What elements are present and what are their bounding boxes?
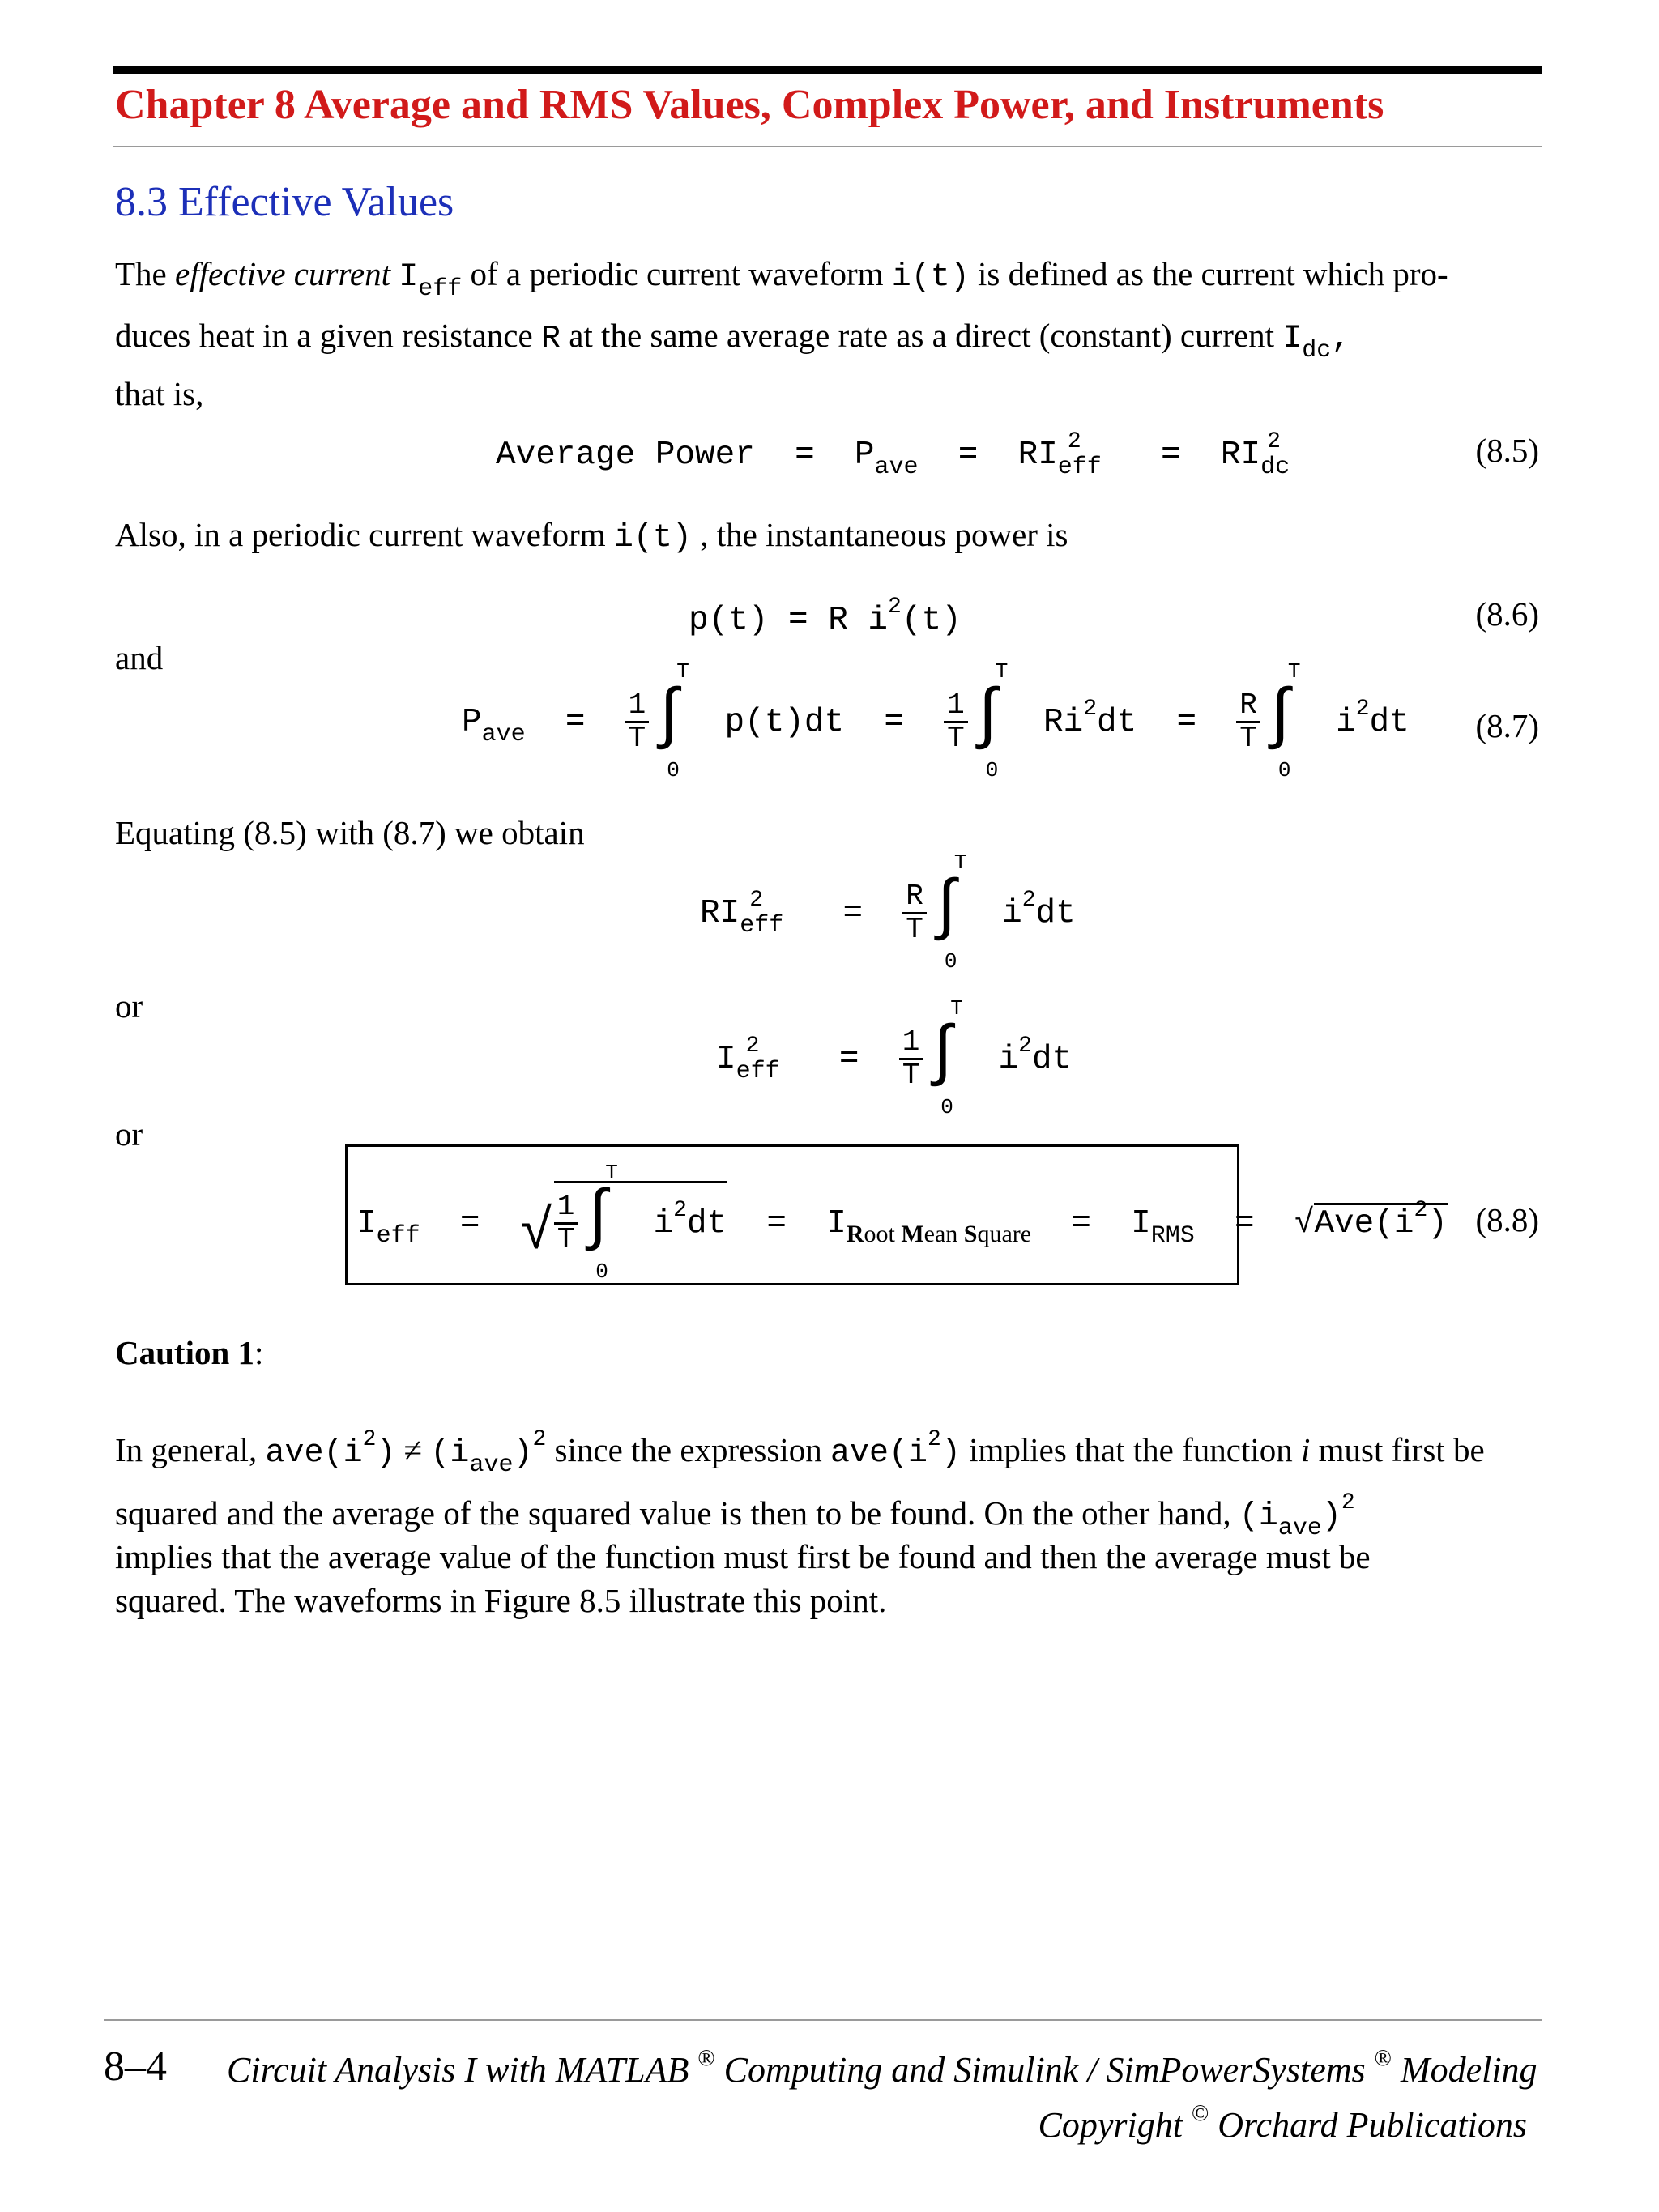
equation-8-8: $I_{eff}$ = √ $\frac{1}{T}$ ∫ T 0 $i^2dt = I_{Root Mean Square} = I_{RMS} = √Ave(i^2)$ [356,1161,1448,1284]
integral-sign: ∫ T 0 [1260,659,1301,782]
book-title: Circuit Analysis I with MATLAB ® Computing and Simulink / SimPowerSystems ® Modeling [227,2046,1537,2090]
paragraph-line: squared. The waveforms in Figure 8.5 illustrate this point. [115,1582,887,1619]
equation-number: (8.6) [1475,595,1539,633]
caution-heading: Caution 1: [115,1334,264,1371]
integral-sign: ∫ T 0 [967,659,1009,782]
paragraph-line: implies that the average value of the function must first be found and then the average must be [115,1538,1371,1575]
equation-unnumbered: $RI_{eff}^2$ = $\frac{R}{T}$ ∫ T 0 $i^2dt$ [700,850,1076,974]
paragraph-line [115,305,1350,381]
equation-number: (8.8) [1475,1201,1539,1238]
integral-sign: ∫ T 0 [926,850,967,974]
equation-8-5: Average Power = $P_{ave} = RI_{eff}^2$ = $RI_{dc}^2$ [496,429,1290,481]
equation-8-6: p(t) = R $i^2(t)$ [689,595,962,639]
integral-sign: ∫ T 0 [578,1161,618,1284]
header-divider [113,146,1542,147]
equation-8-7: $P_{ave}$ = $\frac{1}{T}$ ∫ T 0 p(t)dt = $\frac{1}{T}$ ∫ T 0 Ri$^2$dt = $\frac{R}{T}$ ∫ T 0 $i^2dt$ [462,659,1410,782]
paragraph-line: In general, $ave(i^2) \ne (i_{ave})^2$ since the expression $ave(i^2)$ implies that the function i must first be [115,1427,1485,1479]
integral-sign: ∫ T 0 [923,996,963,1119]
text-run: is defined as the current which pro- [969,255,1448,292]
paragraph-line: or [115,987,143,1025]
section-title: 8.3 Effective Values [115,179,454,225]
integral-sign: ∫ T 0 [649,659,689,782]
equation-unnumbered: $I_{eff}^2$ = $\frac{1}{T}$ ∫ T 0 $i^2dt$ [716,996,1073,1119]
text-run: The [115,255,175,292]
symbol: R [540,321,561,357]
text-run: duces heat in a given resistance [115,317,541,354]
footer-rule [104,2019,1542,2021]
text-run: at the same average rate as a direct (constant) current [560,317,1283,354]
header-rule [113,66,1542,74]
paragraph-line: or [115,1115,143,1153]
copyright-line: Copyright © Orchard Publications [1038,2101,1527,2145]
symbol: $I_{eff}$ [399,259,463,303]
emphasis: effective current [175,255,390,292]
symbol: $I_{dc}$, [1282,321,1351,364]
paragraph-line: Also, in a periodic current waveform i(t) , the instantaneous power is [115,516,1068,556]
paragraph-line: Equating (8.5) with (8.7) we obtain [115,814,585,851]
chapter-title: Chapter 8 Average and RMS Values, Complex Power, and Instruments [115,82,1384,128]
symbol: i(t) [891,259,970,296]
equation-number: (8.7) [1475,707,1539,744]
paragraph-line: that is, [115,375,204,412]
paragraph-line: squared and the average of the squared value is then to be found. On the other hand, $(i_{ave})^2$ [115,1490,1355,1542]
paragraph-line: and [115,639,164,676]
text-run: of a periodic current waveform [462,255,892,292]
equation-number: (8.5) [1475,432,1539,469]
page-number: 8–4 [104,2044,167,2090]
